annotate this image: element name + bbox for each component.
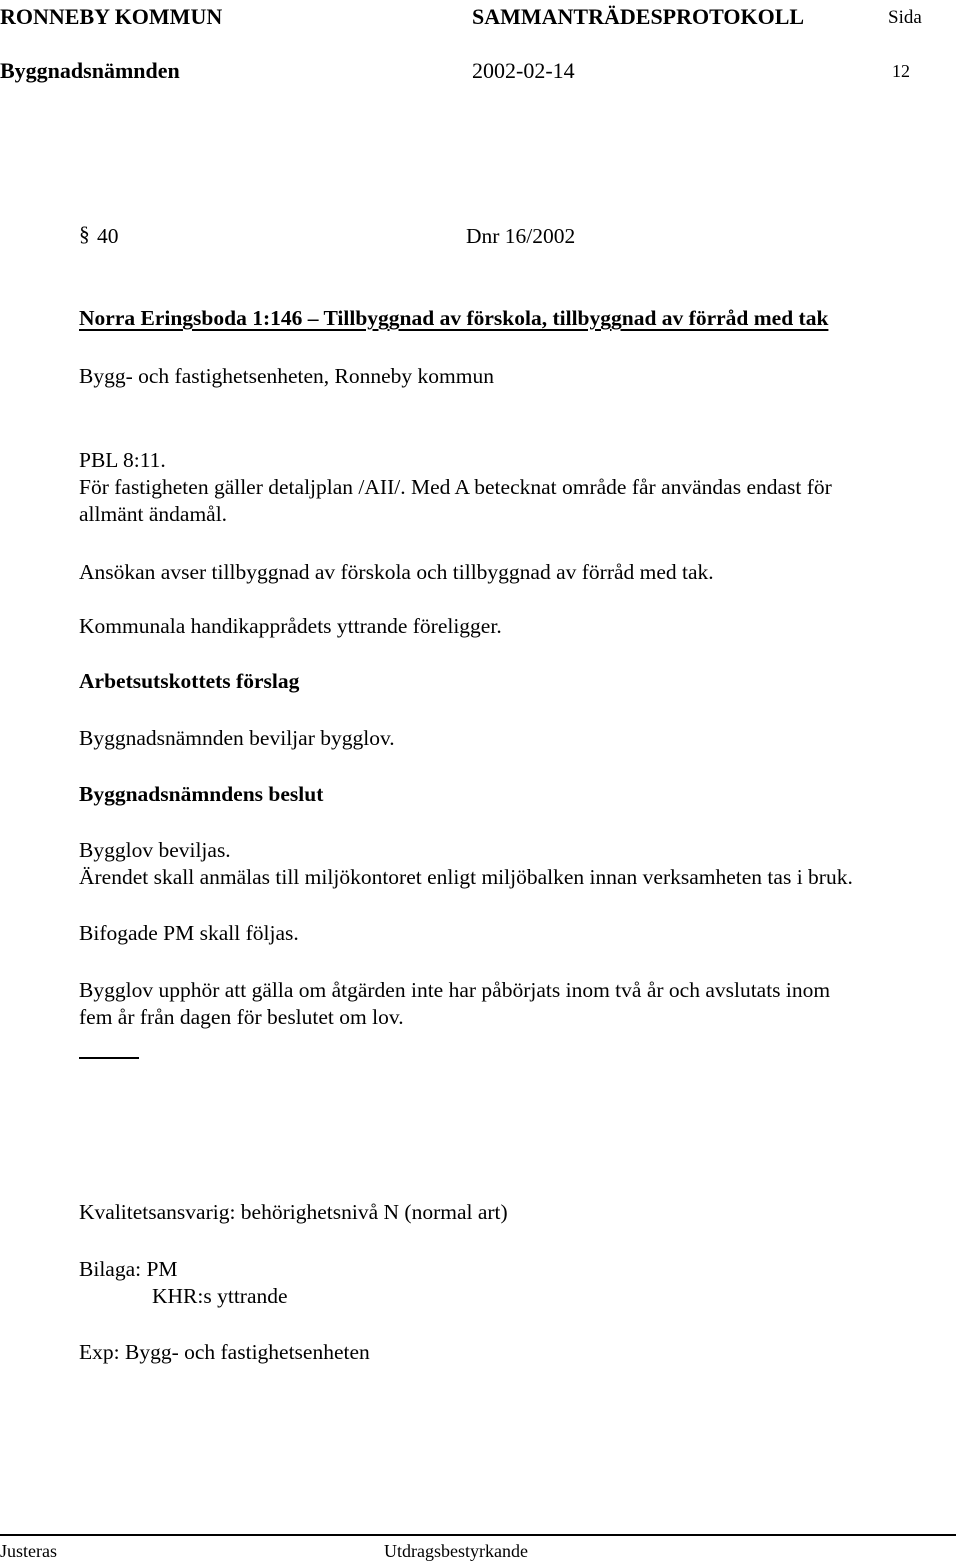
short-divider — [79, 1057, 139, 1059]
expedition: Exp: Bygg- och fastighetsenheten — [79, 1340, 370, 1364]
committee-name: Byggnadsnämnden — [0, 58, 180, 83]
footer-rule — [0, 1534, 956, 1536]
attachment-label: Bilaga: PM — [79, 1257, 178, 1281]
plan-text-line1: För fastigheten gäller detaljplan /AII/. Med A betecknat område får användas endast för — [79, 475, 832, 499]
case-title: Norra Eringsboda 1:146 – Tillbyggnad av förskola, tillbyggnad av förråd med tak — [79, 306, 829, 330]
meeting-date: 2002-02-14 — [472, 58, 575, 83]
document-type: SAMMANTRÄDESPROTOKOLL — [472, 4, 805, 29]
plan-text-line2: allmänt ändamål. — [79, 502, 228, 526]
case-number: 40 — [97, 224, 119, 248]
footer-justeras: Justeras — [0, 1541, 57, 1561]
decision-heading: Byggnadsnämndens beslut — [79, 782, 324, 806]
proposal-text: Byggnadsnämnden beviljar bygglov. — [79, 726, 395, 750]
handicap-council-text: Kommunala handikapprådets yttrande föreligger. — [79, 614, 502, 638]
proposal-heading: Arbetsutskottets förslag — [79, 669, 300, 693]
decision-line1: Bygglov beviljas. — [79, 838, 231, 862]
case-dnr: Dnr 16/2002 — [466, 224, 576, 248]
decision-line4b: fem år från dagen för beslutet om lov. — [79, 1005, 404, 1029]
page-label: Sida — [888, 7, 922, 28]
footer-utdragsbestyrkande: Utdragsbestyrkande — [384, 1541, 528, 1561]
pbl-reference: PBL 8:11. — [79, 448, 166, 472]
case-section-symbol: § — [79, 222, 90, 246]
page-number: 12 — [892, 61, 910, 81]
decision-line3: Bifogade PM skall följas. — [79, 921, 299, 945]
municipality-name: RONNEBY KOMMUN — [0, 4, 223, 29]
decision-line4a: Bygglov upphör att gälla om åtgärden inte har påbörjats inom två år och avslutats inom — [79, 978, 831, 1002]
case-applicant: Bygg- och fastighetsenheten, Ronneby kommun — [79, 364, 494, 388]
decision-line2: Ärendet skall anmälas till miljökontoret enligt miljöbalken innan verksamheten tas i bruk. — [79, 865, 853, 889]
application-text: Ansökan avser tillbyggnad av förskola och tillbyggnad av förråd med tak. — [79, 560, 714, 584]
attachment-item: KHR:s yttrande — [152, 1284, 288, 1308]
quality-responsible: Kvalitetsansvarig: behörighetsnivå N (normal art) — [79, 1200, 508, 1224]
